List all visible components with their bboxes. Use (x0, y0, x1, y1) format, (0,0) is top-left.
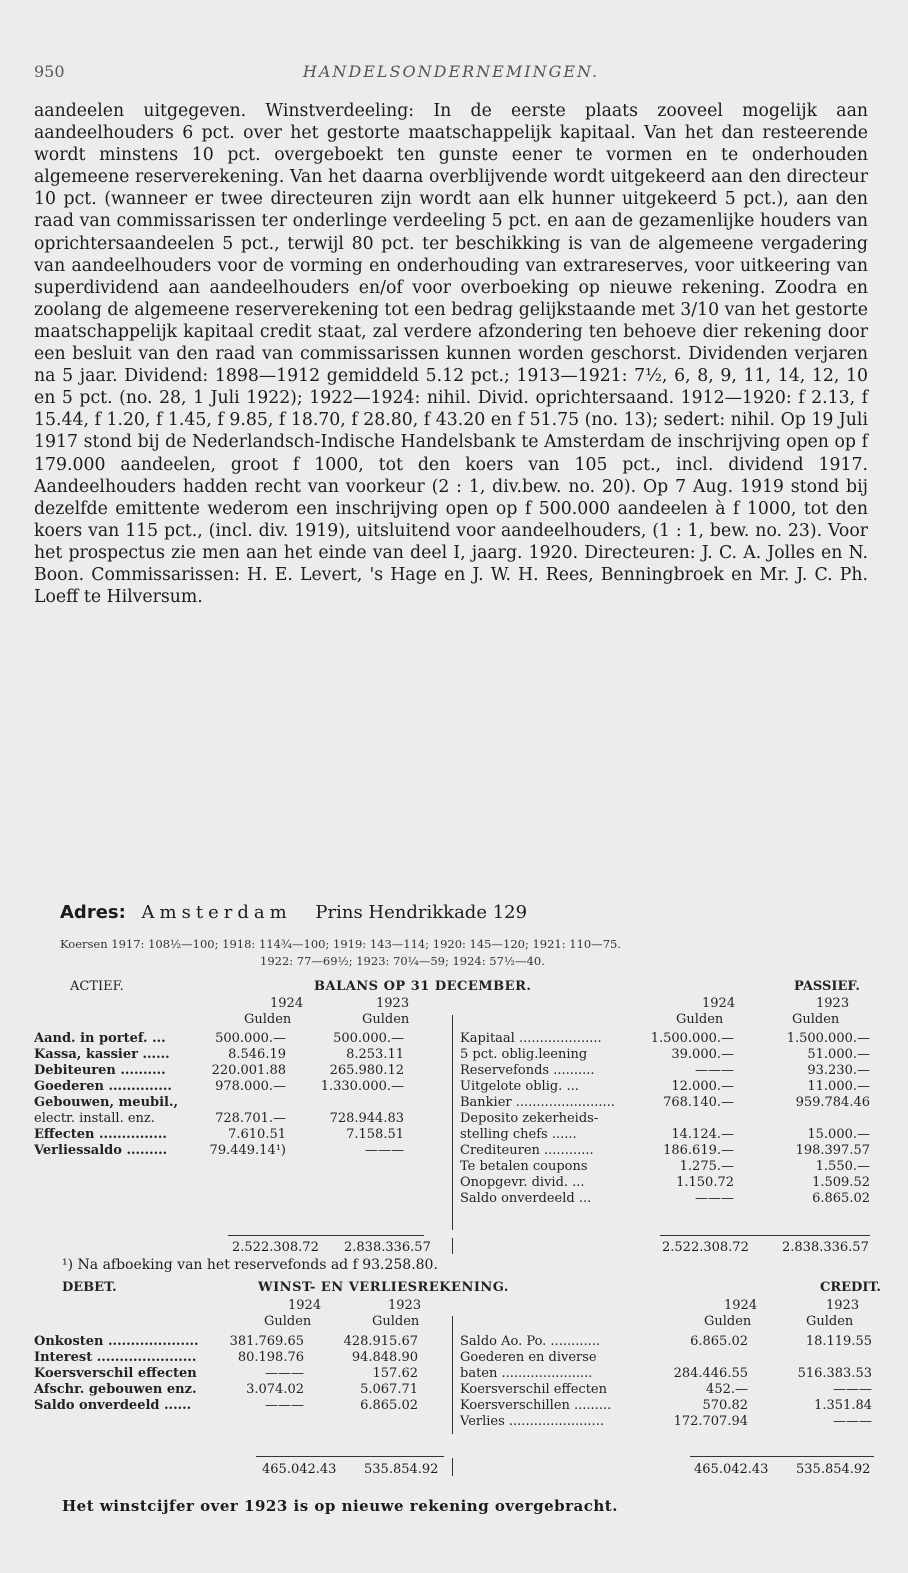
total-rule (228, 1235, 424, 1236)
credit-heading: CREDIT. (820, 1280, 881, 1295)
price-history-line: 1922: 77—69½; 1923: 70¼—59; 1924: 57½—40. (260, 954, 545, 968)
balance-title: BALANS OP 31 DECEMBER. (314, 979, 532, 994)
row-value-1923: 1.550.— (815, 1159, 870, 1174)
row-value-1924: 186.619.— (663, 1143, 734, 1158)
row-value-1923: 500.000.— (333, 1031, 404, 1046)
row-label: baten ...................... (460, 1366, 593, 1381)
row-label: Saldo onverdeeld ...... (34, 1398, 192, 1413)
year-header: 1924 (702, 996, 736, 1011)
row-value-1924: 381.769.65 (229, 1334, 304, 1349)
row-value-1923: 1.330.000.— (320, 1079, 404, 1094)
profit-loss-account (34, 1280, 881, 1450)
row-value-1923: 18.119.55 (805, 1334, 872, 1349)
debet-heading: DEBET. (62, 1280, 117, 1295)
profit-loss-title: WINST- EN VERLIESREKENING. (258, 1280, 509, 1295)
column-divider (452, 1015, 453, 1230)
row-value-1924: 220.001.88 (211, 1063, 286, 1078)
year-header: 1923 (388, 1298, 422, 1313)
column-divider (452, 1458, 453, 1476)
row-value-1923: 728.944.83 (329, 1111, 404, 1126)
body-paragraph: aandeelen uitgegeven. Winstverdeeling: In de eerste plaats zooveel mogelijk aan aandeelhouders 6 pct. over het gestorte maatschappelijk kapitaal. Van het dan resteerende wordt minstens 10 pct. overgeboekt ten gunste eener te vormen en te onderhouden algemeene reserverekening. Van het daarna overblijvende wordt uitgekeerd aan den directeur 10 pct. (wanneer er twee directeuren zijn wordt aan elk hunner uitgekeerd 5 pct.), aan den raad van commissarissen ter onderlinge verdeeling 5 pct. en aan de gezamenlijke houders van oprichtersaandeelen 5 pct., terwijl 80 pct. ter beschikking is van de algemeene vergadering van aandeelhouders voor de vorming en onderhouding van extrareserves, voor uitkeering van superdividend aan aandeelhouders en/of voor overboeking op nieuwe rekening. Zoodra en zoolang de algemeene reserverekening tot een bedrag gelijkstaande met 3/10 van het gestorte maatschappelijk kapitaal credit staat, zal verdere afzondering ten behoeve dier rekening door een besluit van den raad van commissarissen kunnen worden geschorst. Dividenden verjaren na 5 jaar. Dividend: 1898—1912 gemiddeld 5.12 pct.; 1913—1921: 7½, 6, 8, 9, 11, 14, 12, 10 en 5 pct. (no. 28, 1 Juli 1922); 1922—1924: nihil. Divid. oprichtersaand. 1912—1920: f 2.13, f 15.44, f 1.20, f 1.45, f 9.85, f 18.70, f 28.80, f 43.20 en f 51.75 (no. 13); sedert: nihil. Op 19 Juli 1917 stond bij de Nederlandsch-Indische Handelsbank te Amsterdam de inschrijving open op f 179.000 aandeelen, groot f 1000, tot den koers van 105 pct., incl. dividend 1917. Aandeelhouders hadden recht van voorkeur (2 : 1, div.bew. no. 20). Op 7 Aug. 1919 stond bij dezelfde emittente wederom een inschrijving open op f 500.000 aandeelen à f 1000, tot den koers van 115 pct., (incl. div. 1919), uitsluitend voor aandeelhouders, (1 : 1, bew. no. 23). Voor het prospectus zie men aan het einde van deel I, jaarg. 1920. Directeuren: J. C. A. Jolles en N. Boon. Commissarissen: H. E. Levert, 's Hage en J. W. H. Rees, Benningbroek en Mr. J. C. Ph. Loeff te Hilversum. (34, 101, 868, 608)
running-title: HANDELSONDERNEMINGEN. (302, 62, 600, 81)
row-label: Afschr. gebouwen enz. (34, 1382, 197, 1397)
year-header: 1923 (376, 996, 410, 1011)
row-value-1924: 172.707.94 (673, 1414, 748, 1429)
row-value-1923: 428.915.67 (343, 1334, 418, 1349)
address-street: Prins Hendrikkade 129 (315, 902, 528, 923)
row-value-1923: 7.158.51 (346, 1127, 404, 1142)
row-value-1923: 11.000.— (807, 1079, 870, 1094)
unit-header: Gulden (244, 1012, 292, 1027)
row-value-1923: 93.230.— (807, 1063, 870, 1078)
row-label: Gebouwen, meubil., (34, 1095, 179, 1110)
row-value-1924: 7.610.51 (228, 1127, 286, 1142)
balance-total-1923: 2.838.336.57 (344, 1240, 431, 1255)
address-city: Amsterdam (141, 902, 292, 923)
row-value-1924: ——— (695, 1063, 734, 1078)
row-label: stelling chefs ...... (460, 1127, 577, 1142)
row-value-1924: ——— (265, 1366, 304, 1381)
price-history-line: Koersen 1917: 108½—100; 1918: 114¾—100; 1919: 143—114; 1920: 145—120; 1921: 110—75. (60, 937, 622, 951)
page-number: 950 (34, 62, 65, 81)
year-header: 1923 (826, 1298, 860, 1313)
row-value-1924: 284.446.55 (673, 1366, 748, 1381)
page-header (34, 62, 868, 86)
row-value-1923: 6.865.02 (360, 1398, 418, 1413)
balance-total-1924: 2.522.308.72 (232, 1240, 319, 1255)
row-value-1924: 768.140.— (663, 1095, 734, 1110)
row-value-1924: 978.000.— (215, 1079, 286, 1094)
row-value-1924: 12.000.— (671, 1079, 734, 1094)
row-label: Kassa, kassier ...... (34, 1047, 170, 1062)
row-value-1924: 452.— (706, 1382, 748, 1397)
row-value-1923: 265.980.12 (329, 1063, 404, 1078)
unit-header: Gulden (704, 1314, 752, 1329)
row-value-1924: ——— (265, 1398, 304, 1413)
row-label: Uitgelote oblig. ... (460, 1079, 579, 1094)
row-value-1923: 15.000.— (807, 1127, 870, 1142)
row-value-1924: 500.000.— (215, 1031, 286, 1046)
row-label: Kapitaal .................... (460, 1031, 602, 1046)
row-value-1924: ——— (695, 1191, 734, 1206)
unit-header: Gulden (676, 1012, 724, 1027)
row-value-1924: 8.546.19 (228, 1047, 286, 1062)
row-label: Onkosten .................... (34, 1334, 199, 1349)
row-value-1923: ——— (833, 1414, 872, 1429)
row-value-1923: 51.000.— (807, 1047, 870, 1062)
row-value-1924: 570.82 (702, 1398, 748, 1413)
unit-header: Gulden (806, 1314, 854, 1329)
address-line (60, 902, 527, 923)
balance-total-1924: 2.522.308.72 (662, 1240, 749, 1255)
total-rule (690, 1456, 874, 1457)
year-header: 1924 (288, 1298, 322, 1313)
row-label: electr. install. enz. (34, 1111, 155, 1126)
row-label: Koersverschil effecten (460, 1382, 607, 1397)
unit-header: Gulden (372, 1314, 420, 1329)
row-value-1924: 79.449.14¹) (209, 1143, 286, 1158)
row-label: Debiteuren .......... (34, 1063, 166, 1078)
balance-footnote: ¹) Na afboeking van het reservefonds ad f 93.258.80. (62, 1257, 438, 1273)
profit-loss-total-1923: 535.854.92 (364, 1462, 439, 1477)
row-label: Saldo Ao. Po. ............ (460, 1334, 601, 1349)
row-value-1923: 198.397.57 (795, 1143, 870, 1158)
profit-loss-total-1924: 465.042.43 (262, 1462, 337, 1477)
row-value-1924: 80.198.76 (237, 1350, 304, 1365)
row-value-1923: 516.383.53 (797, 1366, 872, 1381)
row-label: Koersverschil effecten (34, 1366, 197, 1381)
row-label: Saldo onverdeeld ... (460, 1191, 592, 1206)
row-label: 5 pct. oblig.leening (460, 1047, 588, 1062)
row-value-1923: 94.848.90 (351, 1350, 418, 1365)
actief-heading: ACTIEF. (70, 979, 124, 994)
row-value-1923: 1.509.52 (812, 1175, 870, 1190)
year-header: 1924 (724, 1298, 758, 1313)
row-label: Goederen .............. (34, 1079, 172, 1094)
row-label: Deposito zekerheids- (460, 1111, 599, 1126)
row-value-1924: 1.500.000.— (650, 1031, 734, 1046)
year-header: 1923 (816, 996, 850, 1011)
row-value-1923: 5.067.71 (360, 1382, 418, 1397)
passief-heading: PASSIEF. (794, 979, 860, 994)
column-divider (452, 1316, 453, 1434)
row-label: Goederen en diverse (460, 1350, 597, 1365)
total-rule (256, 1456, 444, 1457)
balance-sheet (34, 979, 874, 1234)
price-history (60, 936, 860, 970)
row-value-1924: 728.701.— (215, 1111, 286, 1126)
row-value-1923: 6.865.02 (812, 1191, 870, 1206)
row-value-1924: 6.865.02 (690, 1334, 748, 1349)
body-text (34, 100, 868, 608)
row-label: Effecten ............... (34, 1127, 167, 1142)
address-label: Adres: (60, 902, 126, 923)
row-value-1924: 1.275.— (679, 1159, 734, 1174)
total-rule (660, 1235, 870, 1236)
column-divider (452, 1238, 453, 1254)
row-value-1924: 39.000.— (671, 1047, 734, 1062)
row-value-1924: 3.074.02 (246, 1382, 304, 1397)
row-label: Te betalen coupons (460, 1159, 588, 1174)
balance-total-1923: 2.838.336.57 (782, 1240, 869, 1255)
row-label: Crediteuren ............ (460, 1143, 594, 1158)
row-value-1923: ——— (833, 1382, 872, 1397)
row-label: Verliessaldo ......... (34, 1143, 168, 1158)
profit-loss-total-1924: 465.042.43 (694, 1462, 769, 1477)
row-value-1923: 157.62 (372, 1366, 418, 1381)
closing-note: Het winstcijfer over 1923 is op nieuwe rekening overgebracht. (62, 1497, 618, 1515)
year-header: 1924 (270, 996, 304, 1011)
unit-header: Gulden (362, 1012, 410, 1027)
row-label: Verlies ....................... (460, 1414, 604, 1429)
row-label: Bankier ........................ (460, 1095, 615, 1110)
row-label: Aand. in portef. ... (34, 1031, 166, 1046)
row-label: Interest ...................... (34, 1350, 197, 1365)
row-value-1923: 959.784.46 (795, 1095, 870, 1110)
row-value-1923: 8.253.11 (346, 1047, 404, 1062)
unit-header: Gulden (792, 1012, 840, 1027)
row-value-1924: 1.150.72 (676, 1175, 734, 1190)
row-value-1923: ——— (365, 1143, 404, 1158)
unit-header: Gulden (264, 1314, 312, 1329)
row-value-1923: 1.500.000.— (786, 1031, 870, 1046)
row-label: Onopgevr. divid. ... (460, 1175, 585, 1190)
row-label: Reservefonds .......... (460, 1063, 595, 1078)
row-label: Koersverschillen ......... (460, 1398, 612, 1413)
profit-loss-total-1923: 535.854.92 (796, 1462, 871, 1477)
row-value-1924: 14.124.— (671, 1127, 734, 1142)
row-value-1923: 1.351.84 (814, 1398, 872, 1413)
